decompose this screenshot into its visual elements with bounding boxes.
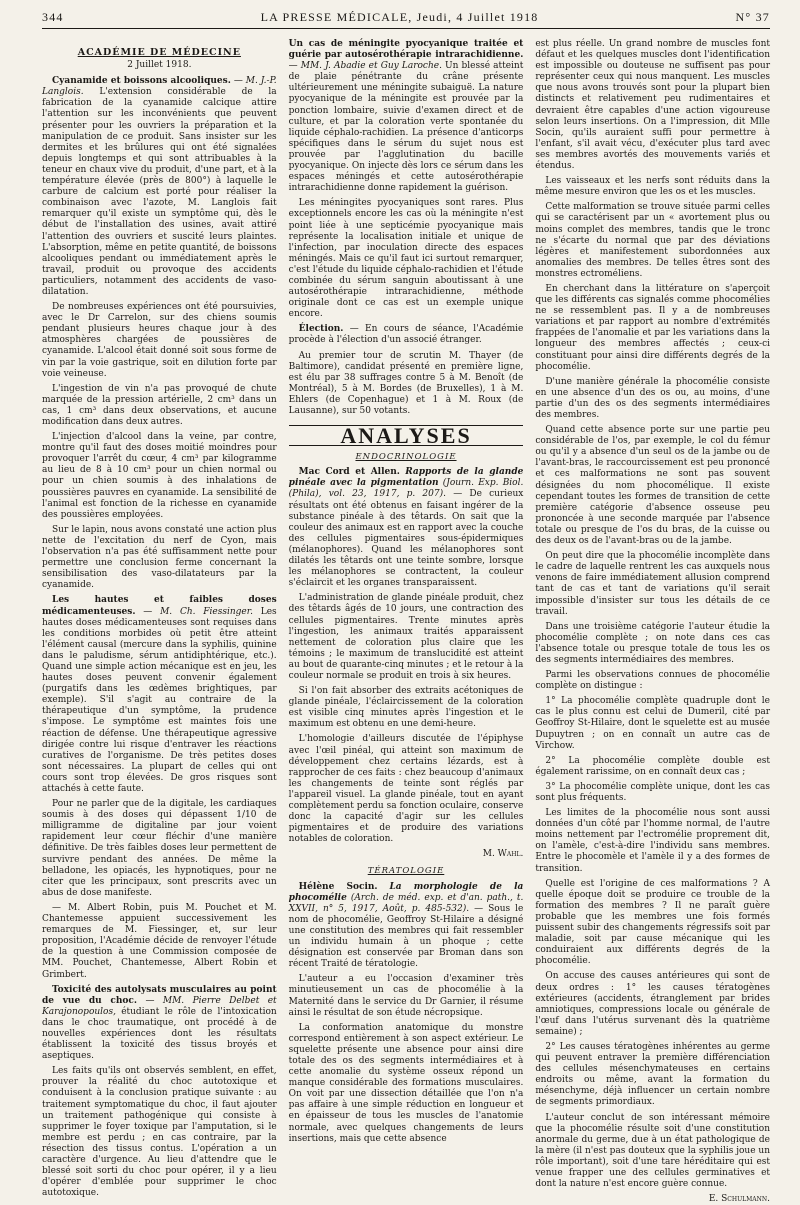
analyses-heading: ANALYSES <box>289 425 524 446</box>
paragraph: 2° Les causes tératogènes inhérentes au germe qui peuvent entraver la première différenciation des cellules mésenchymateuses en certains endroits ou même, avant la formation du mésenchyme, déjà influencer un certain nombre de segments primordiaux. <box>535 1041 771 1108</box>
paragraph: 1° La phocomélie complète quadruple dont le cas le plus connu est celui de Dumeril, cité par Geoffroy St-Hilaire, dont le squelette est au musée Dupuytren ; on en connaît un autre cas de Virchow. <box>535 696 771 751</box>
paragraph: Cette malformation se trouve située parmi celles qui se caractérisent par un « avortement plus ou moins complet des membres, tandis que le tronc ne s'écarte du normal que par des déviations légères et manifestement subordonnées aux anomalies des membres. De telles êtres sont des monstres ectroméliens. <box>535 202 771 279</box>
review-author: Mac Cord et Allen. <box>298 467 400 478</box>
section-title: ACADÉMIE DE MÉDECINE <box>77 47 241 58</box>
paragraph: 3° La phocomélie complète unique, dont les cas sont plus fréquents. <box>535 781 771 803</box>
article-author: — M. J.-P. Langlois. <box>42 76 277 98</box>
paragraph: En cherchant dans la littérature on s'aperçoit que les différents cas signalés comme phocomélies ne se ressemblent pas. Il y a de nombreuses variations et par rapport au nombre d'extrémités frappées de l'anomalie et par les variations dans la longueur des membres affectés ; ceux-ci constituant pour ainsi dire différents degrés de la phocomélie. <box>535 283 771 372</box>
column-3 <box>535 39 771 1205</box>
article-cyanamide <box>42 76 277 298</box>
rubric-heading: TÉRATOLOGIE <box>367 866 445 877</box>
paragraph: est plus réelle. Un grand nombre de muscles font défaut et les quelques muscles dont l'identification est impossible ou douteuse ne suffisent pas pour représenter ceux qui nous manquent. Les muscles que nous avons trouvés sont pour la plupart bien distincts et relativement peu rudimentaires et devraient être capables d'une action vigoureuse selon leurs insertions. On a l'impression, dit Mlle Socin, qu'ils auraient suffi pour permettre à l'enfant, s'il avait vécu, d'exécuter plus tard avec ses membres avortés des mouvements variés et étendus. <box>535 39 771 172</box>
paragraph: On accuse des causes antérieures qui sont de deux ordres : 1° les causes tératogènes extérieures (accidents, étranglement par brides amniotiques, compressions locale ou générale de l'œuf dans l'utérus survenant dès la quatrième semaine) ; <box>535 971 771 1037</box>
review-title: Rapports de la glande pinéale avec la pigmentation <box>288 467 524 489</box>
paragraph: La conformation anatomique du monstre correspond entièrement à son aspect extérieur. Le squelette présente une absence pour ainsi dire totale des os des segments intermédiaires et à cette anomalie du système osseux répond un manque considérable des formations musculaires. On voit par une dissection détaillée que l'on n'a pas affaire à une simple réduction en longueur et en épaisseur de tous les muscles de l'anatomie normale, avec quelques changements de leurs insertions, mais que cette absence <box>288 1022 524 1144</box>
paragraph: Sur le lapin, nous avons constaté une action plus nette de l'excitation du nerf de Cyon, mais l'observation n'a pas été suffisamment nette pour permettre une conclusion ferme concernant la sensibilisation des vaso-dilatateurs par la cyanamide. <box>42 524 277 591</box>
election <box>289 324 524 346</box>
paragraph: De nombreuses expériences ont été poursuivies, avec le Dr Carrelon, sur des chiens soumis pendant plusieurs heures chaque jour à des atmosphères chargées de poussières de cyanamide. L'alcool était donné soit sous forme de vin par la voie gastrique, soit en dilution forte par voie veineuse. <box>42 302 277 379</box>
article-doses <box>42 595 277 795</box>
article-title: Cyanamide et boissons alcooliques. <box>52 76 231 87</box>
review-title: La morphologie de la phocomélie <box>288 881 524 903</box>
paragraph: D'une manière générale la phocomélie consiste en une absence d'un des os ou, au moins, d'une partie d'un des os des segments intermédiaires des membres. <box>535 376 771 420</box>
article-autolysats <box>42 985 277 1063</box>
running-head <box>42 10 770 29</box>
article-author: — MM. J. Abadie et Guy Laroche. <box>288 61 442 72</box>
column-1 <box>42 39 277 1199</box>
review-author: Hélène Socin. <box>298 881 378 892</box>
election-title: Élection. <box>298 324 344 335</box>
review-reference: (Arch. de méd. exp. et d'an. path., t. XXVII, n° 5, 1917, Août, p. 485-532). <box>288 892 524 914</box>
article-title: Toxicité des autolysats musculaires au point de vue du choc. <box>42 984 277 1006</box>
article-author: — M. Ch. Fiessinger. <box>143 606 253 617</box>
review-reference: (Journ. Exp. Biol. (Phila), vol. 23, 1917, p. 207). <box>288 478 524 500</box>
session-date: 2 Juillet 1918. <box>127 60 192 71</box>
paragraph: Quand cette absence porte sur une partie peu considérable de l'os, par exemple, le col du fémur ou qu'il y a absence d'un seul os de la jambe ou de l'avant-bras, le raccourcissement est peu prononcé et ces malformations ne sont pas souvent désignées du nom phocomélique. Il existe cependant toutes les formes de transition de cette première catégorie d'absence osseuse peu prononcée à une seconde marquée par l'absence totale ou presque de l'os du bras, de la cuisse ou des deux os de l'avant-bras ou de la jambe. <box>535 425 771 547</box>
review-pineale <box>289 467 524 589</box>
article-author: — MM. Pierre Delbet et Karajonopoulos, <box>42 995 277 1017</box>
paragraph: L'auteur a eu l'occasion d'examiner très minutieusement un cas de phocomélie à la Maternité dans le service du Dr Garnier, il résume ainsi le résultat de son étude nécropsique. <box>288 974 524 1018</box>
paragraph: — Sous le nom de phocomélie, Geoffroy St-Hilaire a désigné une constitution des membres qui fait ressembler un individu humain à un phoque ; cette désignation est conservée par Broman dans son récent Traité de tératologie. <box>288 903 524 970</box>
paragraph: On peut dire que la phocomélie incomplète dans le cadre de laquelle rentrent les cas auxquels nous venons de faire immédiatement allusion comprend tant de cas et tant de variations qu'il serait impossible d'insister sur tous les détails de ce travail. <box>535 551 771 617</box>
article-title: Un cas de méningite pyocyanique traitée et guérie par autosérothérapie intrarachidienne. <box>288 39 524 61</box>
page-number: 344 <box>42 10 64 24</box>
issue-number: N° 37 <box>735 10 770 24</box>
article-meningite <box>289 39 524 194</box>
paragraph: L'extension considérable de la fabrication de la cyanamide calcique attire l'attention sur les inconvénients que peuvent présenter pour les ouvriers la préparation et la manipulation de ce produit. Sans insister sur les dermites et les brûlures qui ont été signalées depuis longtemps et qui sont attribuables à la teneur en chaux vive du produit, d'une part, et à la température élevée (près de 800°) à laquelle le carbure de calcium est porté pour réaliser la combinaison avec l'azote, M. Langlois fait remarquer qu'il existe un symptôme qui, dès le début de l'installation des usines, avait attiré l'attention des ouvriers et suscité leurs plaintes. L'absorption, même en petite quantité, de boissons alcooliques pendant ou immédiatement après le travail, produit ou provoque des accidents particuliers, notamment des accidents de vaso-dilatation. <box>42 87 277 297</box>
paragraph: L'auteur conclut de son intéressant mémoire que la phocomélie résulte soit d'une constitution anormale du germe, due à un état pathologique de la mère (il n'est pas douteux que la syphilis joue un rôle important), soit d'une tare héréditaire qui est venue frapper une des cellules germinatives et dont la nature n'est encore guère connue. <box>535 1112 771 1190</box>
paragraph: L'injection d'alcool dans la veine, par contre, montre qu'il faut des doses moitié moindres pour provoquer l'arrêt du cœur, 4 cm³ par kilogramme au lieu de 8 à 10 cm³ pour un chien normal ou pour un chien soumis à des inhalations de poussières pauvres en cyanamide. La sensibilité de l'animal est fonction de la richesse en cyanamide des poussières employées. <box>42 432 277 520</box>
review-signature: E. Schulmann. <box>708 1194 771 1205</box>
paragraph: 2° La phocomélie complète double est également rarissime, on en connaît deux cas ; <box>535 755 771 777</box>
paragraph: L'homologie d'ailleurs discutée de l'épiphyse avec l'œil pinéal, qui atteint son maximum de développement chez certains lézards, est à rapprocher de ces faits : chez beaucoup d'animaux les changements de teinte sont réglés par l'appareil visuel. La glande pinéale, tout en ayant complètement perdu sa fonction oculaire, conserve donc la capacité d'agir sur les cellules pigmentaires et de produire des variations notables de coloration. <box>288 734 524 845</box>
article-title: Les hautes et faibles doses médicamenteuses. <box>42 595 277 617</box>
paragraph: Les méningites pyocyaniques sont rares. Plus exceptionnels encore les cas où la méningite n'est point liée à une septicémie pyocyanique mais représente la localisation initiale et unique de l'infection, par inoculation directe des espaces méningés. Mais ce qu'il faut ici surtout remarquer, c'est l'étude du liquide céphalo-rachidien et l'étude combinée du sérum sanguin aboutissant à une autosérothérapie intrarachidienne, méthode originale dont ce cas est un exemple unique encore. <box>288 198 524 320</box>
paragraph: Si l'on fait absorber des extraits acétoniques de glande pinéale, l'éclaircissement de la coloration est visible cinq minutes après l'ingestion et le maximum est obtenu en une demi-heure. <box>288 686 524 730</box>
paragraph: étudiant le rôle de l'intoxication dans le choc traumatique, ont procédé à de nouvelles expériences dont les résultats établissent la toxicité des tissus broyés et aseptiques. <box>42 1006 277 1062</box>
paragraph: Les vaisseaux et les nerfs sont réduits dans la même mesure environ que les os et les muscles. <box>535 176 771 198</box>
paragraph: Les hautes doses médicamenteuses sont requises dans les conditions morbides où petit être atteint l'élément causal (mercure dans la syphilis, quinine dans le paludisme, sérum antidiphtérique, etc.). Quand une simple action mécanique est en jeu, les hautes doses peuvent convenir également (purgatifs dans les œdèmes brightiques, par exemple). S'il s'agit au contraire de la thérapeutique d'un symptôme, la prudence s'impose. Le symptôme est maintes fois une réaction de défense. Une thérapeutique agressive dirigée contre lui risque d'entraver les réactions curatives de l'organisme. De très petites doses sont nécessaires. La plupart de celles qui ont cours sont trop élevées. De gros risques sont attachés à cette faute. <box>42 606 277 794</box>
column-2 <box>288 39 524 1144</box>
paragraph: Les limites de la phocomélie nous sont aussi données d'un côté par l'homme normal, de l'autre moins nettement par l'ectromélie proprement dit, on l'amèle, c'est-à-dire l'individu sans membres. Entre le phocomèle et l'amèle il y a des formes de transition. <box>535 808 771 874</box>
paragraph: Dans une troisième catégorie l'auteur étudie la phocomélie complète ; on note dans ces cas l'absence totale ou presque totale de tous les os des segments intermédiaires des membres. <box>535 621 771 665</box>
paragraph: — M. Albert Robin, puis M. Pouchet et M. Chantemesse appuient successivement les remarques de M. Fiessinger, et, sur leur proposition, l'Académie décide de renvoyer l'étude de la question à une Commission composée de MM. Pouchet, Chantemesse, Albert Robin et Grimbert. <box>42 902 277 980</box>
paragraph: Parmi les observations connues de phocomélie complète on distingue : <box>535 670 771 692</box>
paragraph: L'administration de glande pinéale produit, chez des têtards âgés de 10 jours, une contraction des cellules pigmentaires. Trente minutes après l'ingestion, les animaux traités apparaissent nettement de coloration plus claire que les témoins ; le maximum de translucidité est atteint au bout de quarante-cinq minutes ; et le retour à la couleur normale se produit en trois à six heures. <box>288 593 524 681</box>
review-phocomelie <box>289 882 524 971</box>
rubric-heading: ENDOCRINOLOGIE <box>355 452 457 463</box>
paragraph: Pour ne parler que de la digitale, les cardiaques soumis à des doses qui dépassent 1/10 de milligramme de digitaline par jour voient rapidement leur cœur fléchir d'une manière définitive. De très faibles doses leur permettent de survivre pendant des années. De même la belladone, les opiacés, les hypnotiques, pour ne citer que les principaux, sont prescrits avec un abus de dose manifeste. <box>42 799 277 898</box>
paragraph: Les faits qu'ils ont observés semblent, en effet, prouver la réalité du choc autotoxique et conduisent à la conclusion pratique suivante : au traitement symptomatique du choc, il faut ajouter un traitement pathogénique qui consiste à supprimer le foyer toxique par l'amputation, si le membre est perdu ; en cas contraire, par la résection des tissus contus. L'opération a un caractère d'urgence. Au lieu d'attendre que le blessé soit sorti du choc pour opérer, il y a lieu d'opérer d'emblée pour supprimer le choc autotoxique. <box>42 1066 277 1199</box>
paragraph: L'ingestion de vin n'a pas provoqué de chute marquée de la pression artérielle, 2 cm³ dans un cas, 1 cm³ dans deux observations, et aucune modification dans deux autres. <box>42 383 277 427</box>
paragraph: Un blessé atteint de plaie pénétrante du crâne présente ultérieurement une méningite subaiguë. La nature pyocyanique de la méningite est prouvée par la ponction lombaire, suivie d'examen direct et de culture, et par la coloration verte spontanée du liquide céphalo-rachidien. La présence d'anticorps spécifiques dans le sérum du sujet nous est prouvée par l'agglutination du bacille pyocyanique. On injecte dès lors ce sérum dans les espaces méningés et cette autosérothérapie intrarachidienne donne rapidement la guérison. <box>288 61 524 194</box>
paragraph: — En cours de séance, l'Académie procède à l'élection d'un associé étranger. <box>288 324 524 346</box>
journal-title-date: LA PRESSE MÉDICALE, Jeudi, 4 Juillet 1918 <box>260 10 539 24</box>
review-signature: M. Wahl. <box>482 849 524 860</box>
paragraph: Au premier tour de scrutin M. Thayer (de Baltimore), candidat présenté en première ligne, est élu par 38 suffrages contre 5 à M. Benoît (de Montréal), 5 à M. Bordes (de Bruxelles), 1 à M. Ehlers (de Copenhague) et 1 à M. Roux (de Lausanne), sur 50 votants. <box>288 350 524 416</box>
paragraph: — De curieux résultats ont été obtenus en faisant ingérer de la substance pinéale à des têtards. On sait que la couleur des animaux est en rapport avec la couche des cellules pigmentaires sous-épidermiques (mélanophores). Quand les mélanophores sont dilatés les têtards ont une teinte sombre, lorsque les mélanophores se contractent, la couleur s'éclaircit et les organes transparaissent. <box>288 489 524 589</box>
paragraph: Quelle est l'origine de ces malformations ? A quelle époque doit se produire ce trouble de la formation des membres ? Il ne paraît guère probable que les membres une fois formés puissent subir des changements régressifs soit par maladie, soit par cause mécanique qui les conduiraient aux différents degrés de la phocomélie. <box>535 878 771 967</box>
